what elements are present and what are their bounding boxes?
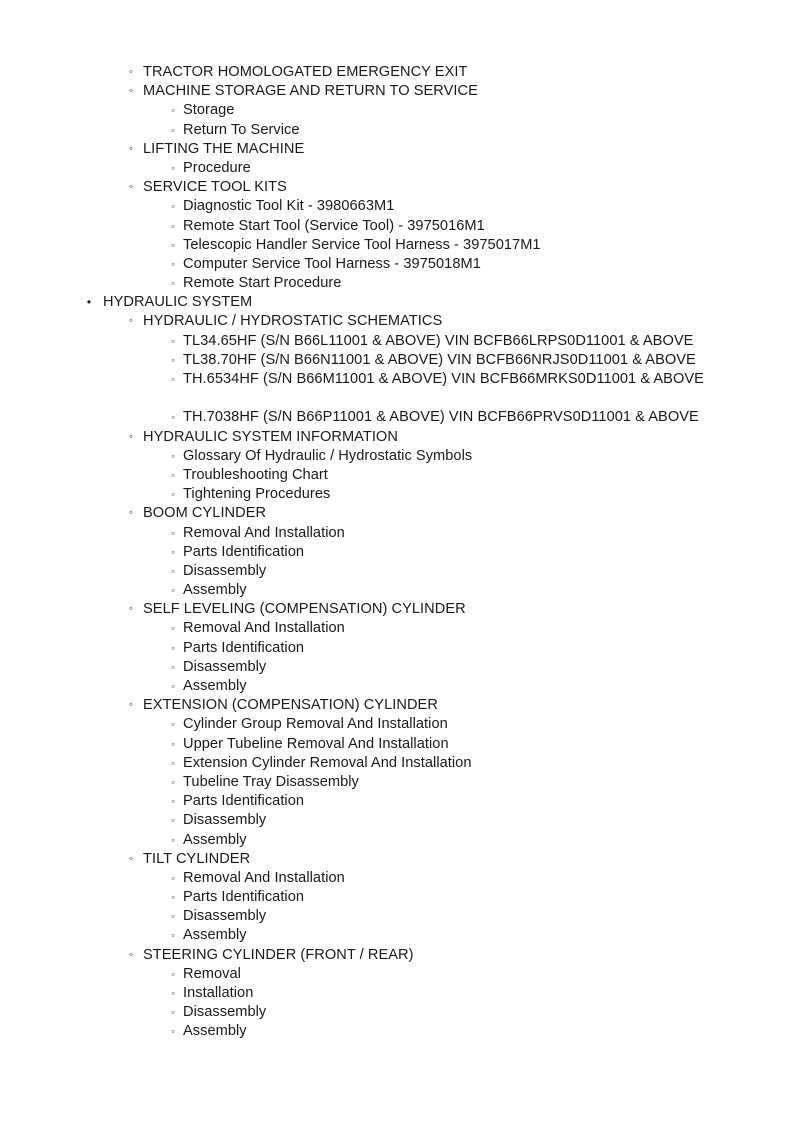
toc-entry-text: SERVICE TOOL KITS (143, 179, 287, 196)
bullet-icon: ▫ (171, 1026, 175, 1037)
bullet-icon: ▫ (171, 105, 175, 116)
toc-entry-text: Disassembly (183, 658, 267, 675)
toc-topic (0, 984, 794, 1003)
toc-topic (0, 370, 794, 408)
bullet-icon: ◦ (129, 507, 133, 520)
toc-topic (0, 869, 794, 888)
toc-entry-text: Return To Service (183, 121, 300, 138)
toc-topic (0, 217, 794, 236)
bullet-icon: ▫ (171, 335, 175, 346)
toc-topic (0, 197, 794, 216)
bullet-icon: ◦ (129, 699, 133, 712)
toc-topic (0, 907, 794, 926)
bullet-icon: ▫ (171, 374, 175, 384)
bullet-icon: ▫ (171, 911, 175, 922)
bullet-icon: ▫ (171, 872, 175, 883)
toc-topic (0, 562, 794, 581)
toc-entry-text: BOOM CYLINDER (143, 505, 267, 522)
toc-chapter (0, 140, 794, 159)
bullet-icon: ▫ (171, 796, 175, 807)
bullet-icon: ▫ (171, 546, 175, 557)
toc-entry-text: HYDRAULIC SYSTEM (103, 294, 253, 311)
bullet-icon: ▫ (171, 527, 175, 538)
toc-entry-text: Disassembly (183, 562, 267, 579)
toc-topic (0, 159, 794, 178)
toc-chapter (0, 312, 794, 331)
toc-entry-text: Disassembly (183, 1004, 267, 1021)
toc-topic (0, 926, 794, 945)
toc-chapter (0, 946, 794, 965)
bullet-icon: ▫ (171, 988, 175, 999)
toc-topic (0, 792, 794, 811)
bullet-icon: ▫ (171, 623, 175, 634)
toc-entry-text: Storage (183, 102, 235, 119)
toc-entry-text: Removal And Installation (183, 869, 345, 886)
toc-entry-text: Removal And Installation (183, 620, 345, 637)
bullet-icon: ▫ (171, 565, 175, 576)
bullet-icon: ▫ (171, 354, 175, 365)
bullet-icon: ◦ (129, 142, 133, 155)
toc-topic (0, 715, 794, 734)
toc-chapter (0, 82, 794, 101)
toc-entry-text: TL38.70HF (S/N B66N11001 & ABOVE) VIN BCFB66NRJS0D11001 & ABOVE (183, 351, 696, 368)
bullet-icon: ▫ (171, 642, 175, 653)
toc-entry-text: Remote Start Procedure (183, 275, 342, 292)
bullet-icon: ▫ (171, 162, 175, 173)
toc-topic (0, 735, 794, 754)
toc-entry-text: Parts Identification (183, 793, 305, 810)
bullet-icon: ◦ (129, 181, 133, 194)
toc-topic (0, 773, 794, 792)
bullet-icon: ◦ (129, 430, 133, 443)
toc-entry-text: Removal And Installation (183, 524, 345, 541)
bullet-icon: ▫ (171, 412, 175, 423)
toc-topic (0, 524, 794, 543)
toc-entry-text: Assembly (183, 1023, 247, 1040)
toc-entry-text: Procedure (183, 159, 251, 176)
toc-chapter (0, 850, 794, 869)
bullet-icon: ▫ (171, 469, 175, 480)
toc-entry-text: Glossary Of Hydraulic / Hydrostatic Symbols (183, 447, 473, 464)
toc-entry-text: Disassembly (183, 908, 267, 925)
toc-topic (0, 965, 794, 984)
bullet-icon: ▫ (171, 201, 175, 212)
toc-chapter (0, 504, 794, 523)
bullet-icon: ▫ (171, 834, 175, 845)
toc-topic (0, 639, 794, 658)
bullet-icon: ▫ (171, 585, 175, 596)
toc-entry-text: Parts Identification (183, 889, 305, 906)
toc-entry-text: EXTENSION (COMPENSATION) CYLINDER (143, 697, 438, 714)
toc-chapter (0, 600, 794, 619)
toc-entry-text: Assembly (183, 831, 247, 848)
bullet-icon: ◦ (129, 852, 133, 865)
toc-entry-text: SELF LEVELING (COMPENSATION) CYLINDER (143, 601, 466, 618)
bullet-icon: ▫ (171, 719, 175, 730)
toc-entry-text: Parts Identification (183, 543, 305, 560)
toc-chapter (0, 696, 794, 715)
toc-entry-text: Tubeline Tray Disassembly (183, 773, 359, 790)
toc-topic (0, 447, 794, 466)
toc-topic (0, 658, 794, 677)
toc-topic (0, 888, 794, 907)
bullet-icon: ▫ (171, 124, 175, 135)
toc-entry-text: Computer Service Tool Harness - 3975018M1 (183, 255, 481, 272)
table-of-contents-list (0, 63, 794, 1042)
toc-topic (0, 754, 794, 773)
toc-entry-text: Tightening Procedures (183, 486, 331, 503)
toc-topic (0, 619, 794, 638)
toc-entry-text: Assembly (183, 582, 247, 599)
toc-topic (0, 1003, 794, 1022)
bullet-icon: ▫ (171, 1007, 175, 1018)
toc-chapter (0, 63, 794, 82)
toc-topic (0, 332, 794, 351)
bullet-icon: ◦ (129, 948, 133, 961)
bullet-icon: ◦ (129, 603, 133, 616)
bullet-icon: ▫ (171, 681, 175, 692)
toc-entry-text: MACHINE STORAGE AND RETURN TO SERVICE (143, 83, 478, 100)
toc-entry-text: TH.6534HF (S/N B66M11001 & ABOVE) VIN BCFB66MRKS0D11001 & ABOVE (183, 371, 704, 387)
toc-topic (0, 274, 794, 293)
toc-entry-text: TH.7038HF (S/N B66P11001 & ABOVE) VIN BCFB66PRVS0D11001 & ABOVE (183, 409, 699, 426)
bullet-icon: ▫ (171, 776, 175, 787)
toc-entry-text: HYDRAULIC SYSTEM INFORMATION (143, 428, 398, 445)
toc-topic (0, 543, 794, 562)
toc-topic (0, 581, 794, 600)
bullet-icon: ▫ (171, 930, 175, 941)
bullet-icon: ◦ (129, 315, 133, 328)
bullet-icon: ▫ (171, 892, 175, 903)
toc-entry-text: Upper Tubeline Removal And Installation (183, 735, 449, 752)
toc-topic (0, 121, 794, 140)
toc-topic (0, 485, 794, 504)
toc-entry-text: Parts Identification (183, 639, 305, 656)
toc-entry-text: Installation (183, 985, 254, 1002)
bullet-icon: ▫ (171, 450, 175, 461)
bullet-icon: ▫ (171, 239, 175, 250)
bullet-icon: ◦ (129, 66, 133, 78)
bullet-icon: ▫ (171, 661, 175, 672)
toc-entry-text: Cylinder Group Removal And Installation (183, 716, 448, 733)
toc-chapter (0, 428, 794, 447)
toc-topic (0, 466, 794, 485)
toc-topic (0, 677, 794, 696)
toc-topic (0, 255, 794, 274)
toc-entry-text: Troubleshooting Chart (183, 466, 328, 483)
bullet-icon: ▫ (171, 738, 175, 749)
bullet-icon: ▫ (171, 757, 175, 768)
toc-entry-text: Remote Start Tool (Service Tool) - 3975016M1 (183, 217, 485, 234)
bullet-icon: ▫ (171, 258, 175, 269)
toc-entry-text: Telescopic Handler Service Tool Harness - 3975017M1 (183, 236, 541, 253)
bullet-icon: ▫ (171, 220, 175, 231)
toc-entry-text: TRACTOR HOMOLOGATED EMERGENCY EXIT (143, 64, 468, 80)
toc-topic (0, 408, 794, 427)
toc-topic (0, 811, 794, 830)
bullet-icon: • (86, 295, 92, 310)
bullet-icon: ▫ (171, 968, 175, 979)
toc-topic (0, 831, 794, 850)
toc-chapter (0, 178, 794, 197)
toc-entry-text: Assembly (183, 927, 247, 944)
toc-section (0, 293, 794, 312)
toc-entry-text: Extension Cylinder Removal And Installation (183, 754, 472, 771)
bullet-icon: ▫ (171, 489, 175, 500)
bullet-icon: ▫ (171, 815, 175, 826)
toc-entry-text: Diagnostic Tool Kit - 3980663M1 (183, 198, 395, 215)
toc-entry-text: LIFTING THE MACHINE (143, 140, 305, 157)
toc-topic (0, 351, 794, 370)
bullet-icon: ◦ (129, 85, 133, 98)
toc-entry-text: Removal (183, 965, 241, 982)
toc-entry-text: Assembly (183, 678, 247, 695)
bullet-icon: ▫ (171, 278, 175, 289)
toc-topic (0, 236, 794, 255)
toc-topic (0, 1022, 794, 1041)
toc-entry-text: TL34.65HF (S/N B66L11001 & ABOVE) VIN BCFB66LRPS0D11001 & ABOVE (183, 332, 694, 349)
toc-entry-text: Disassembly (183, 812, 267, 829)
toc-topic (0, 101, 794, 120)
toc-entry-text: HYDRAULIC / HYDROSTATIC SCHEMATICS (143, 313, 443, 330)
toc-entry-text: STEERING CYLINDER (FRONT / REAR) (143, 946, 414, 963)
toc-entry-text: TILT CYLINDER (143, 850, 251, 867)
